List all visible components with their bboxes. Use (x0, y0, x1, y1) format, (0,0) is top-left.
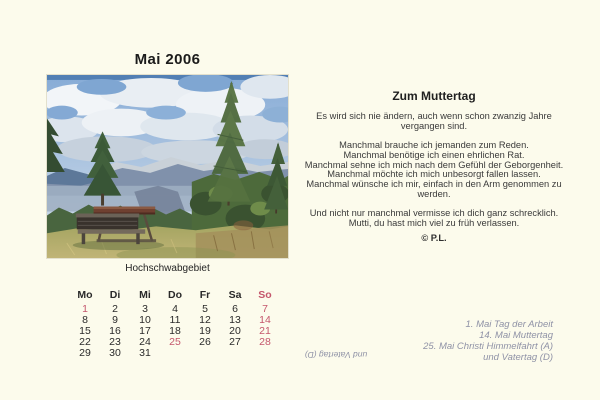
date-cell-23: 23 (109, 336, 121, 348)
weekday-header-so: So (258, 289, 272, 301)
date-cell-4: 4 (172, 303, 178, 315)
photo-caption: Hochschwabgebiet (125, 263, 210, 274)
poem-line: Manchmal brauche ich jemanden zum Reden. (339, 140, 529, 151)
date-cell-empty (250, 348, 280, 359)
date-cell-2: 2 (112, 303, 118, 315)
date-cell-27: 27 (229, 336, 241, 348)
poem-line: Manchmal wünsche ich mir, einfach in den Arm genommen zu (306, 178, 562, 189)
date-cell-8: 8 (82, 314, 88, 326)
poem-block (300, 90, 568, 243)
date-cell-16: 16 (109, 325, 121, 337)
date-cell-21: 21 (259, 325, 271, 337)
holiday-line: 14. Mai Muttertag (479, 330, 553, 341)
date-cell-3: 3 (142, 303, 148, 315)
date-cell-11: 11 (169, 314, 181, 326)
date-cell-1: 1 (82, 303, 88, 315)
date-cell-7: 7 (262, 303, 268, 315)
poem-line: werden. (417, 188, 451, 199)
weekday-header-mo: Mo (77, 289, 93, 301)
holiday-line: 25. Mai Christi Himmelfahrt (A) (423, 341, 553, 352)
holiday-notes (423, 319, 553, 363)
date-cell-12: 12 (199, 314, 211, 326)
holiday-line: und Vatertag (D) (483, 352, 553, 363)
date-cell-28: 28 (259, 336, 271, 348)
weekday-header-row (70, 290, 282, 301)
poem-lines (300, 112, 568, 228)
poem-title: Zum Muttertag (392, 89, 476, 103)
poem-line: Manchmal möchte ich mich unbesorgt fallen lassen. (327, 169, 541, 180)
date-cell-31: 31 (139, 347, 151, 359)
calendar-week-row (70, 337, 282, 348)
date-cell-22: 22 (79, 336, 91, 348)
month-title: Mai 2006 (134, 51, 201, 68)
date-cell-13: 13 (229, 314, 241, 326)
calendar-grid (70, 290, 282, 359)
date-cell-26: 26 (199, 336, 211, 348)
poem-line: vergangen sind. (400, 120, 468, 131)
date-cell-empty (160, 348, 190, 359)
weekday-header-mi: Mi (139, 289, 151, 301)
flipped-misprint-text: und Vatertag (D) (304, 350, 368, 360)
landscape-photo (46, 74, 289, 259)
weekday-header-sa: Sa (228, 289, 242, 301)
date-cell-15: 15 (79, 325, 91, 337)
holiday-line: 1. Mai Tag der Arbeit (465, 319, 553, 330)
poem-signature: © P.L. (421, 233, 447, 244)
poem-line: Es wird sich nie ändern, auch wenn schon zwanzig Jahre (316, 111, 552, 121)
poem-line: Und nicht nur manchmal vermisse ich dich ganz schrecklich. (309, 208, 559, 218)
date-cell-17: 17 (139, 325, 151, 337)
date-cell-30: 30 (109, 347, 121, 359)
date-cell-24: 24 (139, 336, 151, 348)
date-cell-6: 6 (232, 303, 238, 315)
date-cell-10: 10 (139, 314, 151, 326)
date-cell-5: 5 (202, 303, 208, 315)
date-cell-25: 25 (169, 336, 181, 348)
weekday-header-fr: Fr (199, 289, 211, 301)
date-cell-empty (220, 348, 250, 359)
weekday-header-do: Do (168, 289, 182, 301)
date-cell-9: 9 (112, 314, 118, 326)
date-cell-29: 29 (79, 347, 91, 359)
landscape-photo-art (47, 75, 288, 258)
calendar-weeks (70, 304, 282, 359)
weekday-header-di: Di (109, 289, 121, 301)
date-cell-20: 20 (229, 325, 241, 337)
date-cell-19: 19 (199, 325, 211, 337)
date-cell-empty (190, 348, 220, 359)
date-cell-14: 14 (259, 314, 271, 326)
calendar-week-row (70, 348, 282, 359)
date-cell-18: 18 (169, 325, 181, 337)
poem-line: Manchmal sehne ich mich nach dem Gefühl der Geborgenheit. (304, 159, 564, 170)
poem-line: Mutti, du hast mich viel zu früh verlassen. (348, 217, 520, 228)
poem-line: Manchmal benötige ich einen ehrlichen Rat. (343, 149, 525, 160)
